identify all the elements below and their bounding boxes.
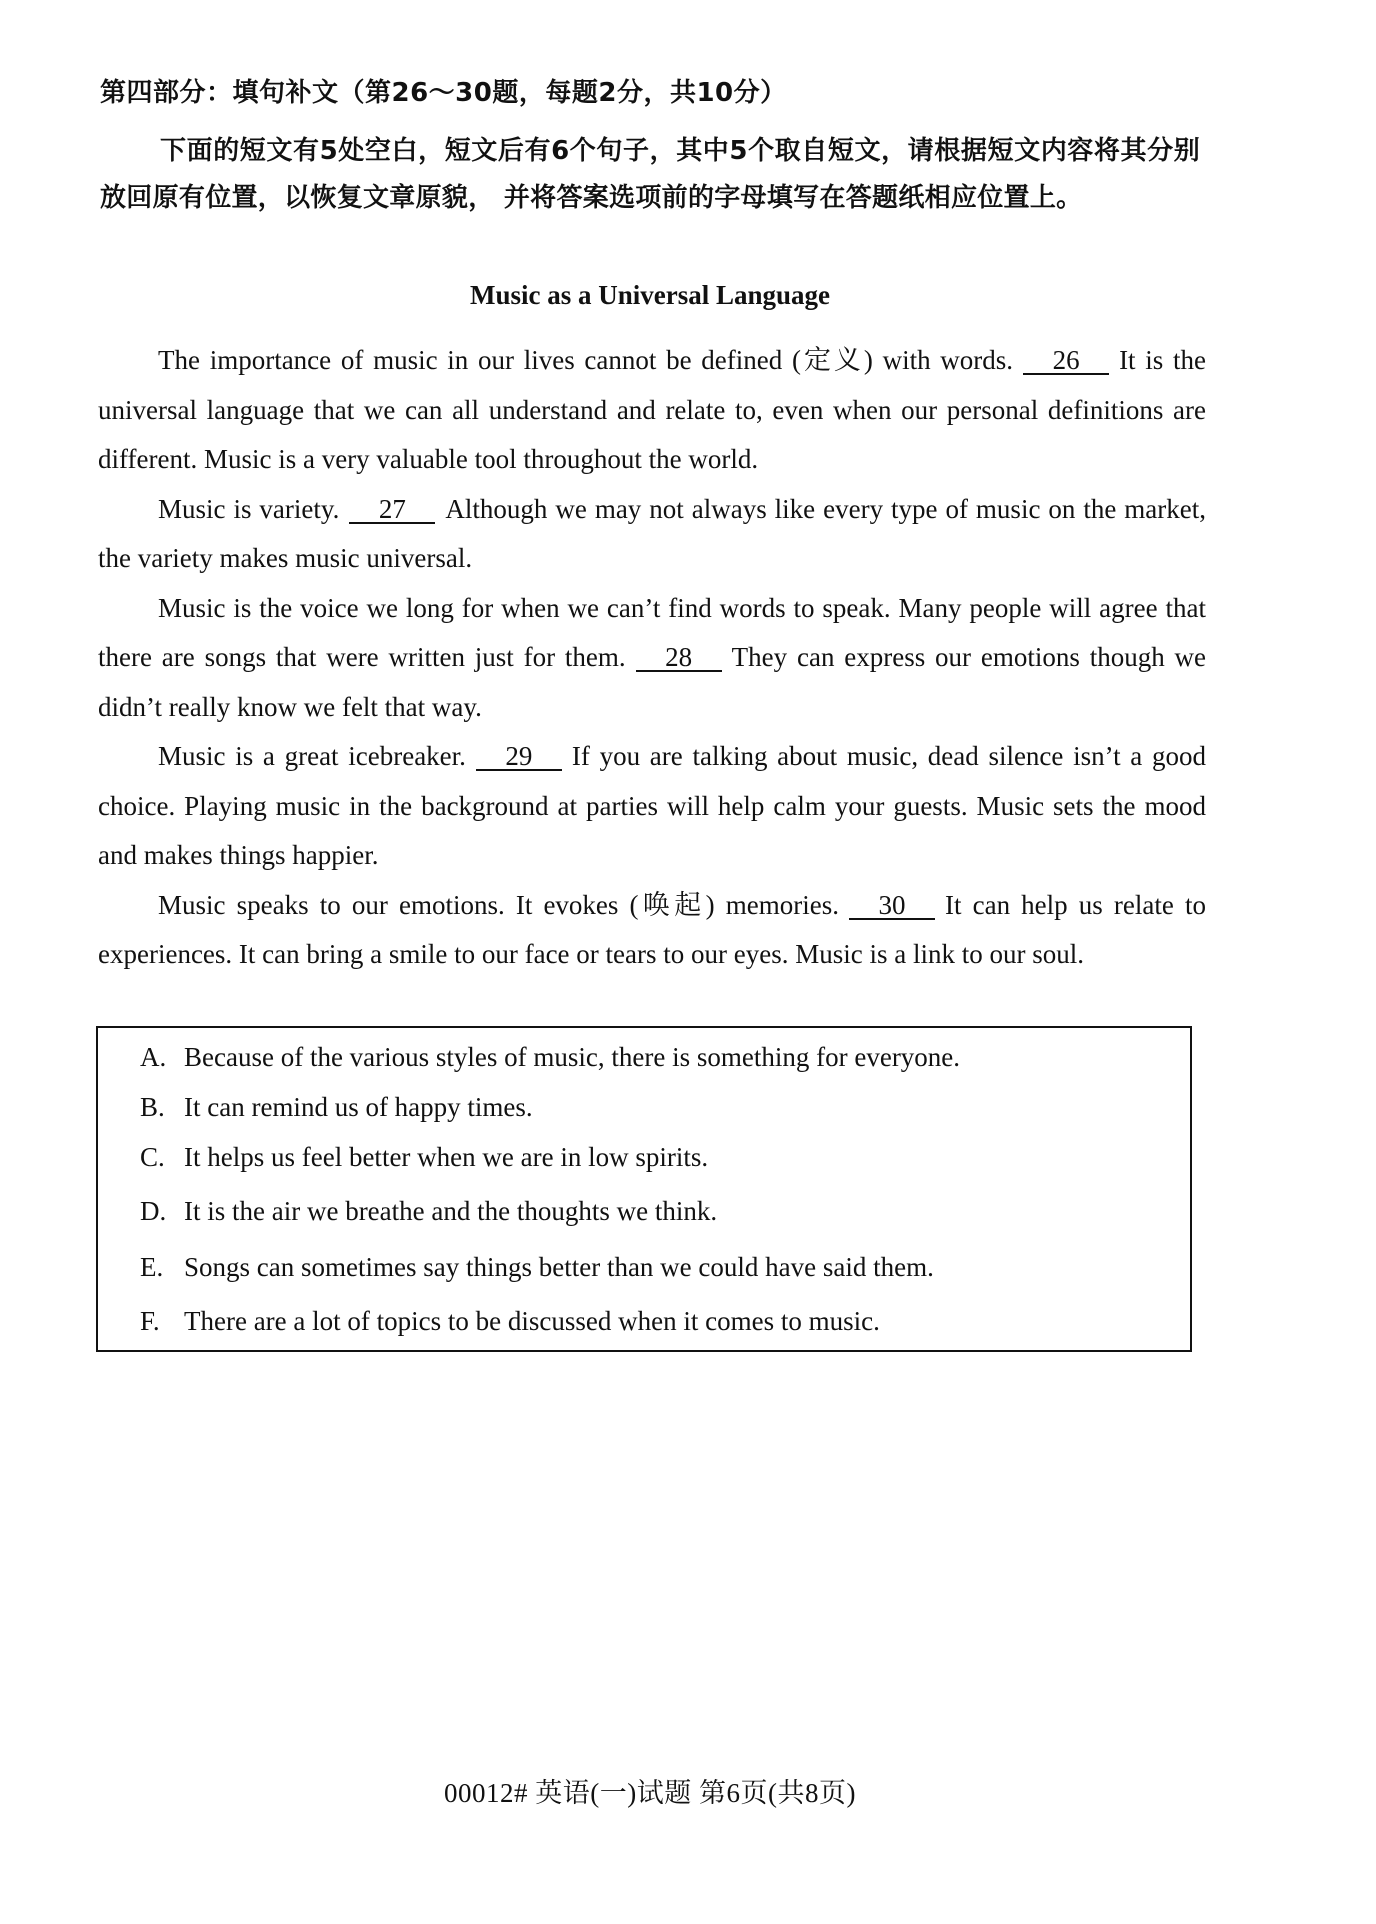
option-text: There are a lot of topics to be discussed when it comes to music.	[184, 1306, 880, 1336]
option-text: Because of the various styles of music, there is something for everyone.	[184, 1042, 961, 1072]
paragraph-text: Music speaks to our emotions. It evokes (唤起) memories.	[158, 889, 839, 920]
option-f	[140, 1304, 880, 1338]
option-text: It helps us feel better when we are in low spirits.	[184, 1142, 709, 1172]
option-letter: D.	[140, 1196, 167, 1226]
option-letter: E.	[140, 1252, 164, 1282]
paragraph-text: If you are talking about music, dead silence isn’t a good choice. Playing music in the background at parties will help calm your guests. Music sets the mood and makes things happier.	[98, 741, 1206, 870]
instructions: 下面的短文有5处空白，短文后有6个句子，其中5个取自短文，请根据短文内容将其分别放回原有位置，以恢复文章原貌， 并将答案选项前的字母填写在答题纸相应位置上。	[100, 136, 1200, 213]
paragraph-text: Music is variety.	[158, 493, 340, 524]
option-text: It can remind us of happy times.	[184, 1092, 533, 1122]
paragraph-text: The importance of music in our lives cannot be defined (定义) with words.	[158, 345, 1014, 375]
option-letter: F.	[140, 1306, 160, 1336]
blank-30: 30	[849, 892, 935, 920]
option-letter: C.	[140, 1142, 165, 1172]
page-footer: 00012# 英语(一)试题 第6页(共8页)	[444, 1778, 856, 1808]
blank-27: 27	[349, 496, 435, 524]
option-c	[140, 1140, 708, 1174]
passage-paragraph-1	[98, 336, 1206, 485]
blank-26: 26	[1023, 347, 1109, 375]
options-box	[96, 1026, 1192, 1352]
option-a	[140, 1040, 960, 1074]
passage-paragraph-5	[98, 881, 1206, 980]
paragraph-text: Although we may not always like every type of music on the market, the variety makes music universal.	[98, 493, 1207, 573]
option-d	[140, 1194, 717, 1228]
paragraph-text: Music is the voice we long for when we can’t find words to speak. Many people will agree that there are songs that were written just for them.	[98, 592, 1206, 672]
passage-paragraph-4	[98, 732, 1206, 881]
paragraph-text: Music is a great icebreaker.	[158, 741, 466, 771]
blank-28: 28	[636, 644, 722, 672]
option-text: Songs can sometimes say things better than we could have said them.	[184, 1252, 934, 1282]
paragraph-text: They can express our emotions though we didn’t really know we felt that way.	[98, 642, 1206, 722]
paragraph-text: It can help us relate to experiences. It can bring a smile to our face or tears to our eyes. Music is a link to our soul.	[98, 889, 1206, 969]
option-letter: B.	[140, 1092, 165, 1122]
passage-paragraph-2	[98, 485, 1206, 584]
option-letter: A.	[140, 1042, 167, 1072]
passage-paragraph-3	[98, 584, 1206, 733]
paragraph-text: It is the universal language that we can all understand and relate to, even when our personal definitions are different. Music is a very valuable tool throughout the world.	[98, 345, 1206, 474]
blank-29: 29	[476, 743, 562, 771]
passage	[98, 336, 1206, 980]
passage-title: Music as a Universal Language	[469, 280, 831, 310]
option-text: It is the air we breathe and the thoughts we think.	[184, 1196, 718, 1226]
section-heading: 第四部分：填句补文（第26～30题，每题2分，共10分）	[100, 78, 787, 108]
option-b	[140, 1090, 533, 1124]
option-e	[140, 1250, 934, 1284]
